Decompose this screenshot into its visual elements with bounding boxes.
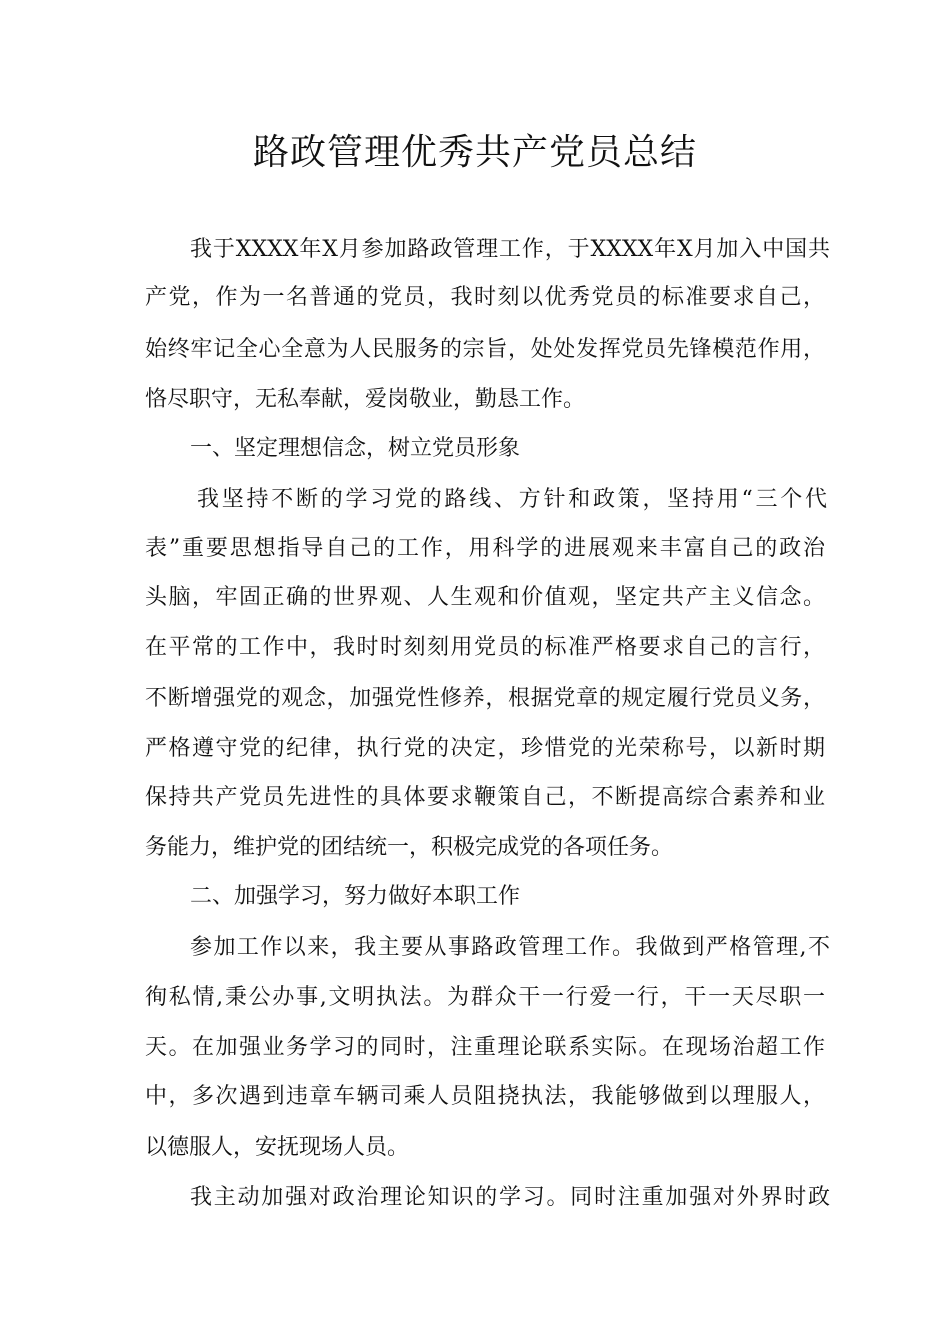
- paragraph-line: 头脑，牢固正确的世界观、人生观和价值观，坚定共产主义信念。: [145, 585, 825, 610]
- section-heading: 一、坚定理想信念，树立党员形象: [190, 436, 521, 461]
- paragraph-line: 我主动加强对政治理论知识的学习。同时注重加强对外界时政: [190, 1185, 830, 1210]
- paragraph-line: 以德服人，安抚现场人员。: [145, 1135, 410, 1160]
- document-title: 路政管理优秀共产党员总结: [252, 132, 697, 173]
- paragraph-line: 徇私情,秉公办事,文明执法。为群众干一行爱一行，干一天尽职一: [145, 985, 825, 1010]
- paragraph-line: 参加工作以来，我主要从事路政管理工作。我做到严格管理,不: [190, 935, 830, 960]
- paragraph-line: 在平常的工作中，我时时刻刻用党员的标准严格要求自己的言行，: [145, 635, 825, 660]
- paragraph-line: 我于XXXX年X月参加路政管理工作，于XXXX年X月加入中国共: [190, 237, 830, 262]
- paragraph-line: 务能力，维护党的团结统一，积极完成党的各项任务。: [145, 835, 674, 860]
- paragraph-line: 恪尽职守，无私奉献，爱岗敬业，勤恳工作。: [145, 387, 586, 412]
- paragraph-line: 严格遵守党的纪律，执行党的决定，珍惜党的光荣称号，以新时期: [145, 736, 825, 761]
- paragraph-line: 中，多次遇到违章车辆司乘人员阻挠执法，我能够做到以理服人，: [145, 1084, 825, 1109]
- paragraph-line: 天。在加强业务学习的同时，注重理论联系实际。在现场治超工作: [145, 1035, 825, 1060]
- paragraph-line: 不断增强党的观念，加强党性修养，根据党章的规定履行党员义务，: [145, 686, 825, 711]
- paragraph-line: 始终牢记全心全意为人民服务的宗旨，处处发挥党员先锋模范作用，: [145, 337, 825, 362]
- paragraph-line: 我坚持不断的学习党的路线、方针和政策，坚持用“三个代: [197, 487, 827, 512]
- paragraph-line: 产党，作为一名普通的党员，我时刻以优秀党员的标准要求自己，: [145, 285, 825, 310]
- section-heading: 二、加强学习，努力做好本职工作: [190, 884, 521, 909]
- paragraph-line: 保持共产党员先进性的具体要求鞭策自己，不断提高综合素养和业: [145, 785, 825, 810]
- paragraph-line: 表”重要思想指导自己的工作，用科学的进展观来丰富自己的政治: [145, 536, 825, 561]
